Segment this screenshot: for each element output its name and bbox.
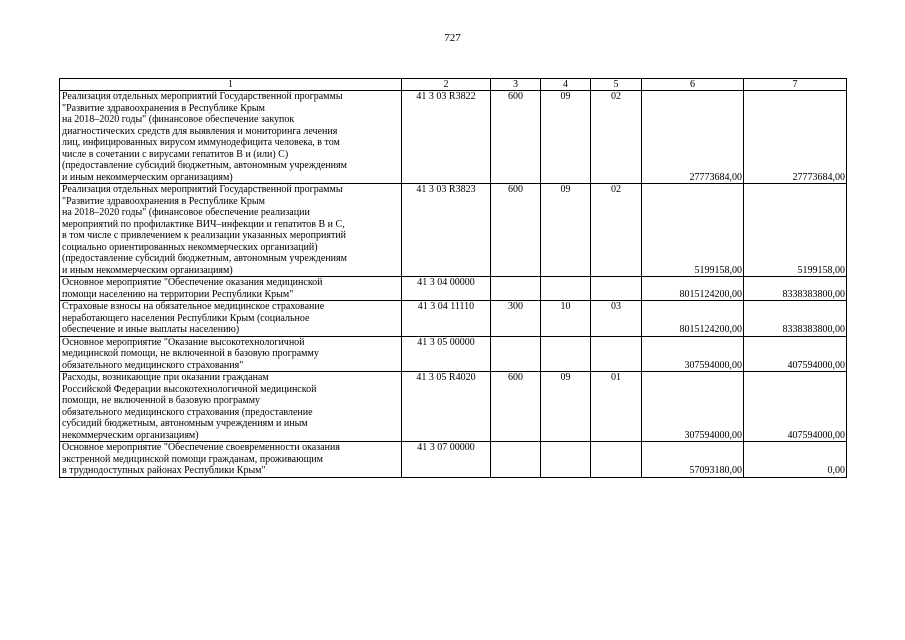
row-code: 41 3 04 11110 <box>402 301 491 337</box>
row-col5: 01 <box>591 372 642 442</box>
table-row <box>60 336 847 372</box>
row-code: 41 3 03 R3823 <box>402 184 491 277</box>
row-amount-7: 27773684,00 <box>744 91 847 184</box>
row-code: 41 3 03 R3822 <box>402 91 491 184</box>
table-row <box>60 301 847 337</box>
table-row <box>60 277 847 301</box>
row-amount-7: 8338383800,00 <box>744 301 847 337</box>
row-col5: 02 <box>591 91 642 184</box>
row-amount-6: 8015124200,00 <box>642 277 744 301</box>
row-amount-6: 307594000,00 <box>642 372 744 442</box>
row-amount-7: 407594000,00 <box>744 336 847 372</box>
row-col4 <box>541 336 591 372</box>
row-col4: 09 <box>541 372 591 442</box>
row-amount-7: 407594000,00 <box>744 372 847 442</box>
table-row <box>60 442 847 478</box>
row-amount-6: 5199158,00 <box>642 184 744 277</box>
column-header: 1 <box>60 79 402 91</box>
row-code: 41 3 05 R4020 <box>402 372 491 442</box>
row-code: 41 3 07 00000 <box>402 442 491 478</box>
row-amount-7: 0,00 <box>744 442 847 478</box>
table-row <box>60 91 847 184</box>
row-col4 <box>541 277 591 301</box>
column-header: 4 <box>541 79 591 91</box>
row-amount-6: 307594000,00 <box>642 336 744 372</box>
row-col3: 600 <box>491 372 541 442</box>
row-amount-6: 57093180,00 <box>642 442 744 478</box>
row-col5 <box>591 442 642 478</box>
table-row <box>60 372 847 442</box>
column-header: 5 <box>591 79 642 91</box>
row-name: Основное мероприятие "Обеспечение оказания медицинской помощи населению на территории Республики Крым" <box>60 277 402 301</box>
row-name: Расходы, возникающие при оказании гражданам Российской Федерации высокотехнологичной медицинской помощи, не включенной в базовую программу обязательного медицинского страхования (предоставление субсидий бюджетным, автономным учреждениям и иным некоммерческим организациям) <box>60 372 402 442</box>
row-col3 <box>491 277 541 301</box>
row-col5: 03 <box>591 301 642 337</box>
row-col4: 09 <box>541 184 591 277</box>
row-col5: 02 <box>591 184 642 277</box>
table-row <box>60 184 847 277</box>
budget-table <box>59 78 847 478</box>
row-amount-6: 8015124200,00 <box>642 301 744 337</box>
row-col4: 10 <box>541 301 591 337</box>
row-col3 <box>491 336 541 372</box>
column-header: 6 <box>642 79 744 91</box>
row-col4 <box>541 442 591 478</box>
row-col5 <box>591 336 642 372</box>
header-row <box>60 79 847 91</box>
row-code: 41 3 04 00000 <box>402 277 491 301</box>
column-header: 2 <box>402 79 491 91</box>
row-amount-6: 27773684,00 <box>642 91 744 184</box>
row-code: 41 3 05 00000 <box>402 336 491 372</box>
row-name: Реализация отдельных мероприятий Государственной программы "Развитие здравоохранения в Республике Крым на 2018–2020 годы" (финансовое обеспечение закупок диагностических средств для выявления и мониторинга лечения лиц, инфицированных вирусом иммунодефицита человека, в том числе в сочетании с вирусами гепатитов В и (или) С) (предоставление субсидий бюджетным, автономным учреждениям и иным некоммерческим организациям) <box>60 91 402 184</box>
row-col3: 300 <box>491 301 541 337</box>
row-col3 <box>491 442 541 478</box>
row-amount-7: 8338383800,00 <box>744 277 847 301</box>
row-name: Основное мероприятие "Оказание высокотехнологичной медицинской помощи, не включенной в базовую программу обязательного медицинского страхования" <box>60 336 402 372</box>
row-name: Страховые взносы на обязательное медицинское страхование неработающего населения Республики Крым (социальное обеспечение и иные выплаты населению) <box>60 301 402 337</box>
row-col5 <box>591 277 642 301</box>
column-header: 3 <box>491 79 541 91</box>
row-col4: 09 <box>541 91 591 184</box>
row-name: Основное мероприятие "Обеспечение своевременности оказания экстренной медицинской помощи гражданам, проживающим в труднодоступных районах Республики Крым" <box>60 442 402 478</box>
row-amount-7: 5199158,00 <box>744 184 847 277</box>
page-number: 727 <box>444 32 461 44</box>
row-col3: 600 <box>491 184 541 277</box>
row-name: Реализация отдельных мероприятий Государственной программы "Развитие здравоохранения в Республике Крым на 2018–2020 годы" (финансовое обеспечение реализации мероприятий по профилактике ВИЧ–инфекции и гепатитов В и С, в том числе с привлечением к реализации указанных мероприятий социально ориентированных некоммерческих организаций) (предоставление субсидий бюджетным, автономным учреждениям и иным некоммерческим организациям) <box>60 184 402 277</box>
row-col3: 600 <box>491 91 541 184</box>
column-header: 7 <box>744 79 847 91</box>
